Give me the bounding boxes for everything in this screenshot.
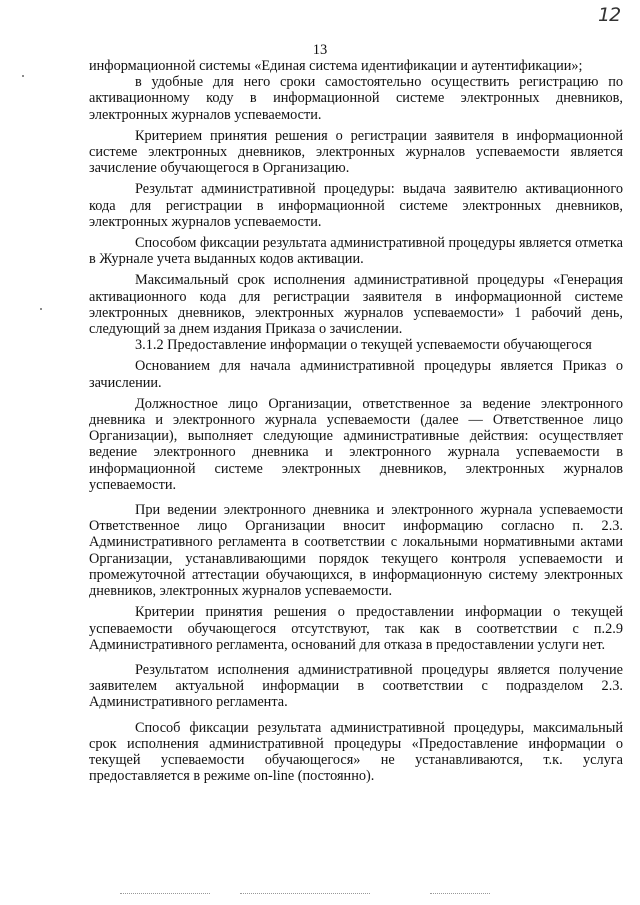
paragraph: Способ фиксации результата административной процедуры, максимальный срок исполнения административной процедуры «Предоставление информации о текущей успеваемости обучающегося» не устанавливаются, т.к. услуга предоставляется в режиме on-line (постоянно). xyxy=(89,719,623,785)
section-heading: 3.1.2 Предоставление информации о текущей успеваемости обучающегося xyxy=(135,337,592,354)
paragraph: Основанием для начала административной процедуры является Приказ о зачислении. xyxy=(89,358,623,391)
paragraph: Результатом исполнения административной процедуры является получение заявителем актуальной информации в соответствии с подразделом 2.3. Административного регламента. xyxy=(89,661,623,711)
paragraph: Максимальный срок исполнения административной процедуры «Генерация активационного кода для регистрации заявителя в информационной системе электронных дневников, электронных журналов успеваемости» 1 рабочий день, следующий за днем издания Приказа о зачислении. xyxy=(89,272,623,338)
footer-scan-line xyxy=(240,893,370,894)
scan-speck xyxy=(40,308,42,310)
document-body xyxy=(89,58,623,784)
paragraph: в удобные для него сроки самостоятельно осуществить регистрацию по активационному коду в информационной системе электронных дневников, электронных журналов успеваемости. xyxy=(89,74,623,123)
scan-speck xyxy=(22,75,24,77)
paragraph: При ведении электронного дневника и электронного журнала успеваемости Ответственное лицо Организации вносит информацию согласно п. 2.3. Административного регламента в соответствии с локальными нормативными актами Организации, устанавливающими порядок текущего контроля успеваемости и промежуточной аттестации обучающихся, в информационную систему электронных дневников, электронных журналов успеваемости. xyxy=(89,502,623,600)
paragraph: Должностное лицо Организации, ответственное за ведение электронного дневника и электронного журнала успеваемости (далее — Ответственное лицо Организации), выполняет следующие административные действия: осуществляет ведение электронного дневника и электронного журнала успеваемости в информационной системе электронных дневников, электронных журналов успеваемости. xyxy=(89,395,623,493)
paragraph: Результат административной процедуры: выдача заявителю активационного кода для регистрации в информационной системе электронных дневников, электронных журналов успеваемости. xyxy=(89,181,623,230)
handwritten-page-number: 12 xyxy=(598,4,621,26)
paragraph: Критерии принятия решения о предоставлении информации о текущей успеваемости обучающегося отсутствуют, так как в соответствии с п.2.9 Административного регламента, оснований для отказа в предоставлении услуги нет. xyxy=(89,604,623,653)
footer-scan-line xyxy=(430,893,490,894)
page-number: 13 xyxy=(312,42,328,58)
paragraph: Критерием принятия решения о регистрации заявителя в информационной системе электронных дневников, электронных журналов успеваемости является зачисление обучающегося в Организацию. xyxy=(89,127,623,177)
paragraph: Способом фиксации результата административной процедуры является отметка в Журнале учета выданных кодов активации. xyxy=(89,235,623,268)
paragraph: информационной системы «Единая система идентификации и аутентификации»; xyxy=(89,58,583,74)
footer-scan-line xyxy=(120,893,210,894)
